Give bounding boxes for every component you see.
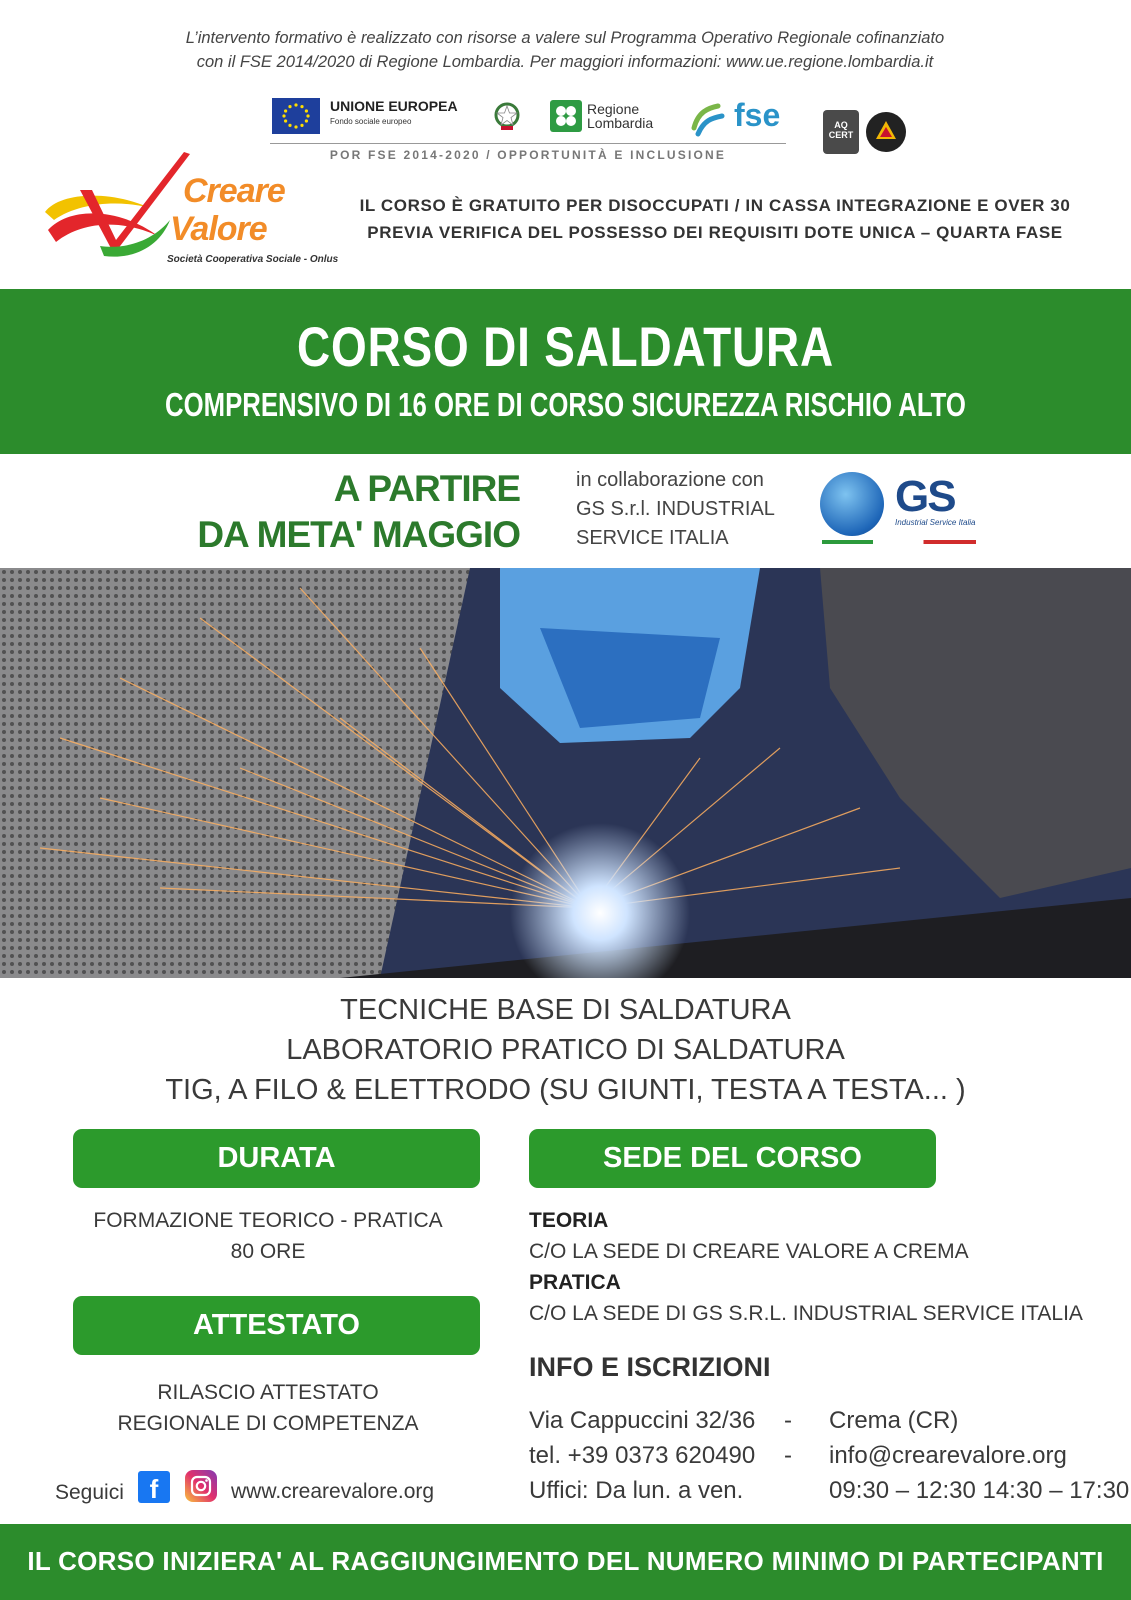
funding-notice xyxy=(130,26,1000,74)
durata-heading: DURATA xyxy=(73,1129,480,1188)
por-fse-caption: POR FSE 2014-2020 / OPPORTUNITÀ E INCLUSIONE xyxy=(329,148,727,162)
regione-lombardia-icon xyxy=(550,100,582,132)
aq-cert-badge xyxy=(823,110,859,154)
collab-line1: in collaborazione con xyxy=(576,469,764,491)
italian-republic-emblem-icon xyxy=(492,100,522,132)
footer-notice: IL CORSO INIZIERA' AL RAGGIUNGIMENTO DEL NUMERO MINIMO DI PARTECIPANTI xyxy=(27,1546,1104,1576)
free-course-notice xyxy=(350,192,1080,246)
brand-name-line2: Valore xyxy=(170,210,267,248)
follow-label: Seguici xyxy=(55,1481,124,1504)
globe-icon xyxy=(820,472,884,536)
regione-line2: Lombardia xyxy=(587,115,654,131)
separator: - xyxy=(784,1407,792,1434)
durata-line2: 80 ORE xyxy=(230,1240,306,1263)
collab-line3: SERVICE ITALIA xyxy=(576,527,729,549)
durata-details xyxy=(73,1205,463,1267)
course-subtitle: COMPRENSIVO DI 16 ORE DI CORSO SICUREZZA RISCHIO ALTO xyxy=(165,386,966,423)
instagram-icon[interactable] xyxy=(185,1470,217,1502)
italian-flag-bar xyxy=(822,540,976,544)
facebook-icon[interactable]: f xyxy=(138,1471,170,1503)
topic-item: LABORATORIO PRATICO DI SALDATURA xyxy=(286,1034,845,1066)
gs-logo-text: GS xyxy=(895,472,955,521)
attestato-details xyxy=(73,1377,463,1439)
eu-logo-subtitle: Fondo sociale europeo xyxy=(330,117,412,126)
website-link[interactable]: www.crearevalore.org xyxy=(231,1480,435,1503)
funding-notice-line1: L’intervento formativo è realizzato con risorse a valere sul Programma Operativo Regionale cofinanziato xyxy=(185,29,945,47)
free-notice-line1: IL CORSO È GRATUITO PER DISOCCUPATI / IN CASSA INTEGRAZIONE E OVER 30 xyxy=(359,196,1071,215)
contact-row xyxy=(529,1438,1129,1473)
brand-subtitle: Società Cooperativa Sociale - Onlus xyxy=(167,254,339,265)
welding-photo xyxy=(0,568,1131,978)
teoria-label: TEORIA xyxy=(529,1209,609,1232)
city: Crema (CR) xyxy=(829,1407,959,1434)
durata-line1: FORMAZIONE TEORICO - PRATICA xyxy=(93,1209,443,1232)
teoria-location: C/O LA SEDE DI CREARE VALORE A CREMA xyxy=(529,1240,969,1263)
course-topics xyxy=(0,990,1131,1110)
pratica-location: C/O LA SEDE DI GS S.R.L. INDUSTRIAL SERVICE ITALIA xyxy=(529,1302,1083,1325)
start-date xyxy=(140,466,520,558)
contact-info xyxy=(529,1403,1129,1508)
phone[interactable]: tel. +39 0373 620490 xyxy=(529,1442,756,1469)
start-date-line1: A PARTIRE xyxy=(333,468,520,509)
contact-row xyxy=(529,1473,1129,1508)
separator: - xyxy=(784,1442,792,1469)
info-title: INFO E ISCRIZIONI xyxy=(529,1352,771,1382)
email-link[interactable]: info@crearevalore.org xyxy=(829,1442,1067,1469)
brand-name-line1: Creare xyxy=(183,172,285,210)
address: Via Cappuccini 32/36 xyxy=(529,1407,756,1434)
topic-item: TECNICHE BASE DI SALDATURA xyxy=(340,994,791,1026)
regione-line1: Regione xyxy=(587,101,640,117)
sede-heading: SEDE DEL CORSO xyxy=(529,1129,936,1188)
attestato-line2: REGIONALE DI COMPETENZA xyxy=(117,1412,419,1435)
office-hours: 09:30 – 12:30 14:30 – 17:30 xyxy=(829,1477,1130,1504)
collab-line2: GS S.r.l. INDUSTRIAL xyxy=(576,498,775,520)
course-title: CORSO DI SALDATURA xyxy=(297,315,834,378)
attestato-line1: RILASCIO ATTESTATO xyxy=(157,1381,379,1404)
aq-cert-label: AQ CERT xyxy=(828,120,854,140)
topic-item: TIG, A FILO & ELETTRODO (SU GIUNTI, TESTA A TESTA... ) xyxy=(165,1074,966,1106)
por-divider xyxy=(270,143,786,144)
eu-flag-icon xyxy=(272,98,320,134)
attestato-heading: ATTESTATO xyxy=(73,1296,480,1355)
regione-lombardia-logo xyxy=(587,102,653,130)
pratica-label: PRATICA xyxy=(529,1271,621,1294)
fse-logo-text: fse xyxy=(734,97,781,133)
office-days: Uffici: Da lun. a ven. xyxy=(529,1477,744,1504)
certification-badge-icon xyxy=(866,112,906,152)
collaboration-text xyxy=(576,466,775,553)
free-notice-line2: PREVIA VERIFICA DEL POSSESSO DEI REQUISITI DOTE UNICA – QUARTA FASE xyxy=(367,223,1063,242)
sede-details xyxy=(529,1205,1083,1329)
funding-notice-line2: con il FSE 2014/2020 di Regione Lombardia. Per maggiori informazioni: www.ue.regione.lombardia.it xyxy=(196,53,934,71)
start-date-line2: DA META' MAGGIO xyxy=(197,514,520,555)
fse-swirl-icon xyxy=(688,98,728,147)
gs-logo-subtitle: Industrial Service Italia xyxy=(895,518,976,527)
eu-logo-title: UNIONE EUROPEA xyxy=(330,98,458,114)
contact-row xyxy=(529,1403,1129,1438)
